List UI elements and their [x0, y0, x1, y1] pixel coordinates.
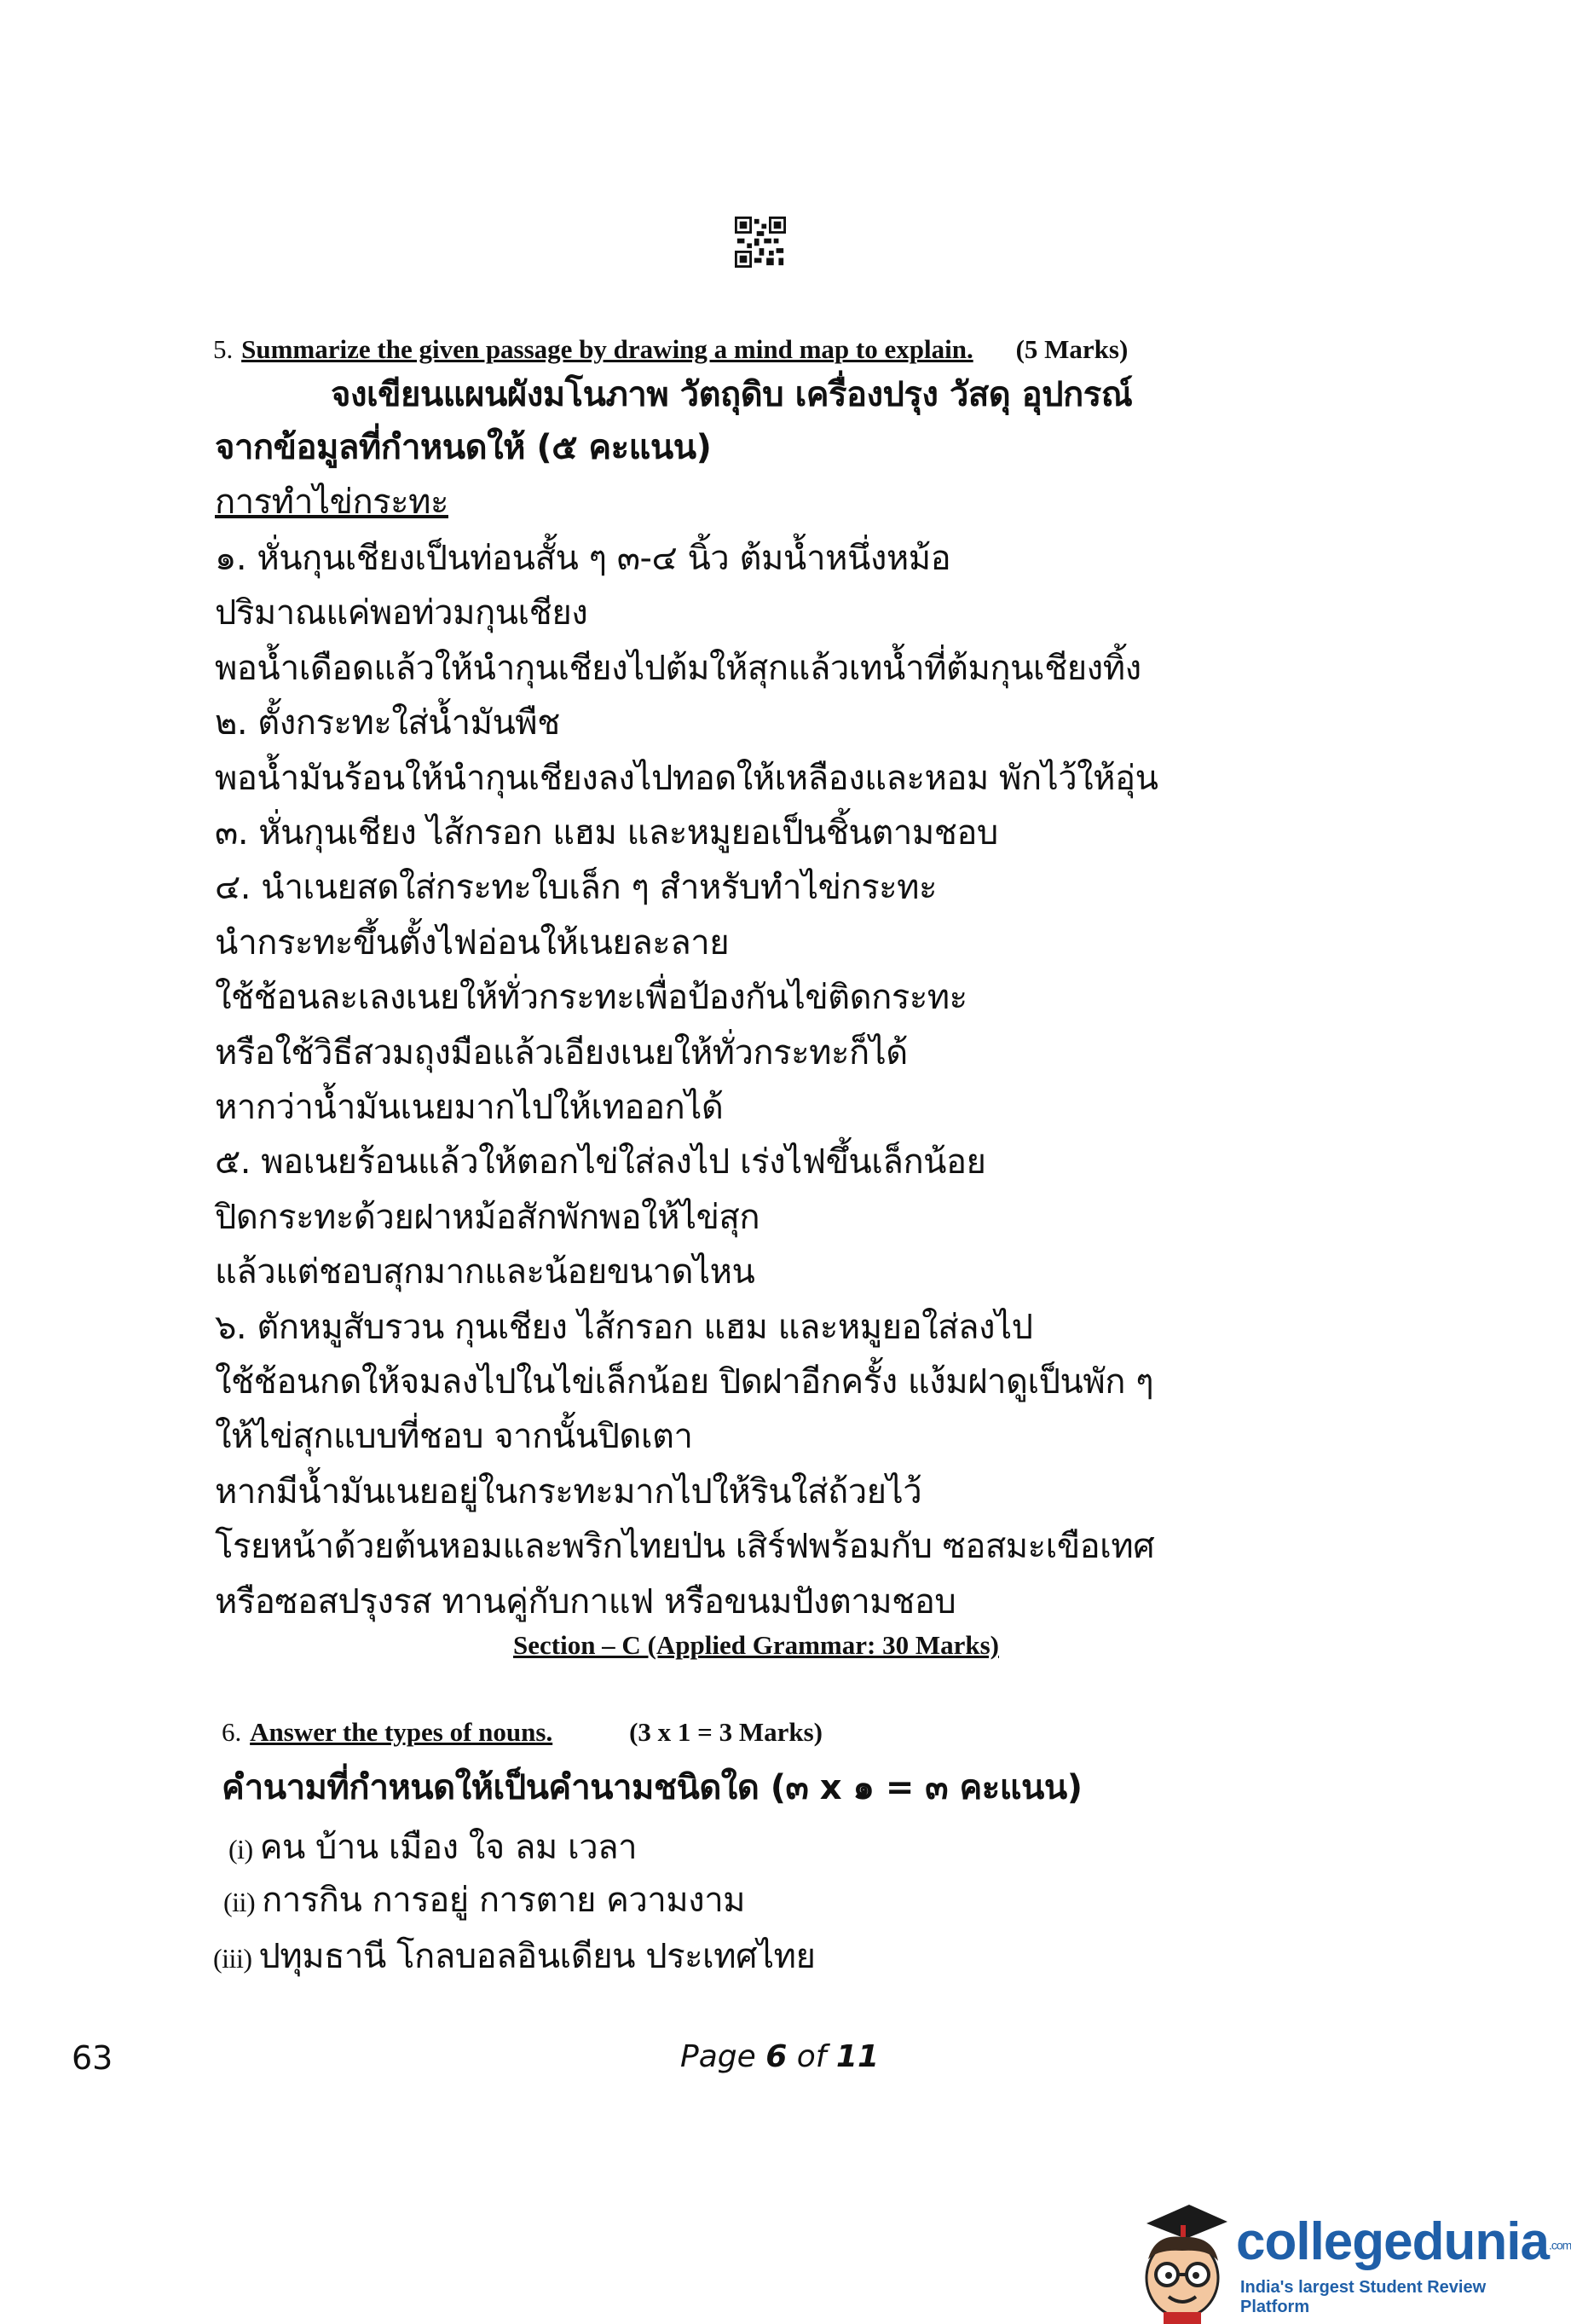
- passage-line: ใช้ช้อนละเลงเนยให้ทั่วกระทะเพื่อป้องกันไข่ติดกระทะ: [215, 978, 967, 1017]
- passage-line: ๓. หั่นกุนเชียง ไส้กรอก แฮม และหมูยอเป็นชิ้นตามชอบ: [215, 813, 998, 853]
- page-indicator: [680, 2039, 879, 2074]
- collegedunia-logo: [1129, 2200, 1571, 2324]
- passage-line: ๖. ตักหมูสับรวน กุนเชียง ไส้กรอก แฮม และหมูยอใส่ลงไป: [215, 1308, 1033, 1347]
- q6-item-2: [223, 1872, 745, 1927]
- page-total: 11: [835, 2039, 880, 2074]
- passage-line: หากว่าน้ำมันเนยมากไปให้เทออกได้: [215, 1088, 724, 1127]
- passage-line: ๕. พอเนยร้อนแล้วให้ตอกไข่ใส่ลงไป เร่งไฟขึ้นเล็กน้อย: [215, 1142, 986, 1182]
- page-of: of: [796, 2039, 827, 2074]
- passage-line: ๑. หั่นกุนเชียงเป็นท่อนสั้น ๆ ๓-๔ นิ้ว ต้มน้ำหนึ่งหม้อ: [215, 539, 951, 578]
- q6-item-label: (i): [228, 1834, 253, 1864]
- q5-header: [213, 334, 1128, 365]
- passage-line: พอน้ำเดือดแล้วให้นำกุนเชียงไปต้มให้สุกแล้วเทน้ำที่ต้มกุนเชียงทิ้ง: [215, 649, 1141, 688]
- q6-item-text: คน บ้าน เมือง ใจ ลม เวลา: [259, 1828, 638, 1867]
- passage-line: ๒. ตั้งกระทะใส่น้ำมันพืช: [215, 703, 560, 743]
- passage-line: พอน้ำมันร้อนให้นำกุนเชียงลงไปทอดให้เหลืองและหอม พักไว้ให้อุ่น: [215, 759, 1158, 798]
- page-current: 6: [765, 2039, 788, 2074]
- passage-line: หากมีน้ำมันเนยอยู่ในกระทะมากไปให้รินใส่ถ้วยไว้: [215, 1472, 922, 1512]
- q6-prompt: Answer the types of nouns.: [250, 1717, 553, 1747]
- q6-item-text: การกิน การอยู่ การตาย ความงาม: [262, 1881, 746, 1920]
- passage-line: แล้วแต่ชอบสุกมากและน้อยขนาดไหน: [215, 1252, 755, 1292]
- passage-line: หรือซอสปรุงรส ทานคู่กับกาแฟ หรือขนมปังตามชอบ: [215, 1582, 956, 1622]
- q6-item-3: [213, 1928, 815, 1983]
- page-number: 63: [72, 2039, 113, 2077]
- passage-line: ๔. นำเนยสดใส่กระทะใบเล็ก ๆ สำหรับทำไข่กระทะ: [215, 868, 938, 907]
- brand-name: collegedunia.com: [1236, 2212, 1571, 2271]
- page-word: Page: [680, 2039, 756, 2074]
- mascot-icon: [1129, 2200, 1236, 2324]
- passage-title: การทำไข่กระทะ: [215, 483, 448, 522]
- qr-code-icon: [735, 217, 786, 268]
- q6-marks: (3 x 1 = 3 Marks): [629, 1717, 823, 1747]
- passage-line: โรยหน้าด้วยต้นหอมและพริกไทยป่น เสิร์ฟพร้อมกับ ซอสมะเขือเทศ: [215, 1527, 1155, 1566]
- section-c-heading: Section – C (Applied Grammar: 30 Marks): [513, 1630, 999, 1660]
- passage-line: ปริมาณแค่พอท่วมกุนเชียง: [215, 593, 588, 633]
- q6-item-1: [228, 1819, 637, 1874]
- q5-thai-line2: จากข้อมูลที่กำหนดให้ (๕ คะแนน): [215, 428, 712, 467]
- passage-line: ใช้ช้อนกดให้จมลงไปในไข่เล็กน้อย ปิดฝาอีกครั้ง แง้มฝาดูเป็นพัก ๆ: [215, 1362, 1154, 1402]
- q6-item-label: (iii): [213, 1943, 252, 1974]
- passage-line: หรือใช้วิธีสวมถุงมือแล้วเอียงเนยให้ทั่วกระทะก็ได้: [215, 1033, 908, 1072]
- q5-number: 5.: [213, 334, 234, 364]
- q5-prompt: Summarize the given passage by drawing a mind map to explain.: [241, 334, 973, 364]
- brand-com: .com: [1548, 2238, 1571, 2252]
- passage-line: ปิดกระทะด้วยฝาหม้อสักพักพอให้ไข่สุก: [215, 1198, 760, 1237]
- passage-line: ให้ไข่สุกแบบที่ชอบ จากนั้นปิดเตา: [215, 1417, 693, 1456]
- q6-header: [222, 1717, 823, 1748]
- q6-number: 6.: [222, 1717, 242, 1747]
- q6-item-text: ปทุมธานี โกลบอลอินเดียน ประเทศไทย: [258, 1937, 816, 1976]
- brand-tagline: India's largest Student Review Platform: [1240, 2278, 1487, 2316]
- q6-thai-line: คำนามที่กำหนดให้เป็นคำนามชนิดใด (๓ x ๑ = ๓ คะแนน): [222, 1768, 1083, 1807]
- passage-line: นำกระทะขึ้นตั้งไฟอ่อนให้เนยละลาย: [215, 923, 730, 963]
- q6-item-label: (ii): [223, 1887, 256, 1917]
- q5-marks: (5 Marks): [1015, 334, 1129, 364]
- q5-thai-line1: จงเขียนแผนผังมโนภาพ วัตถุดิบ เครื่องปรุง วัสดุ อุปกรณ์: [331, 375, 1133, 414]
